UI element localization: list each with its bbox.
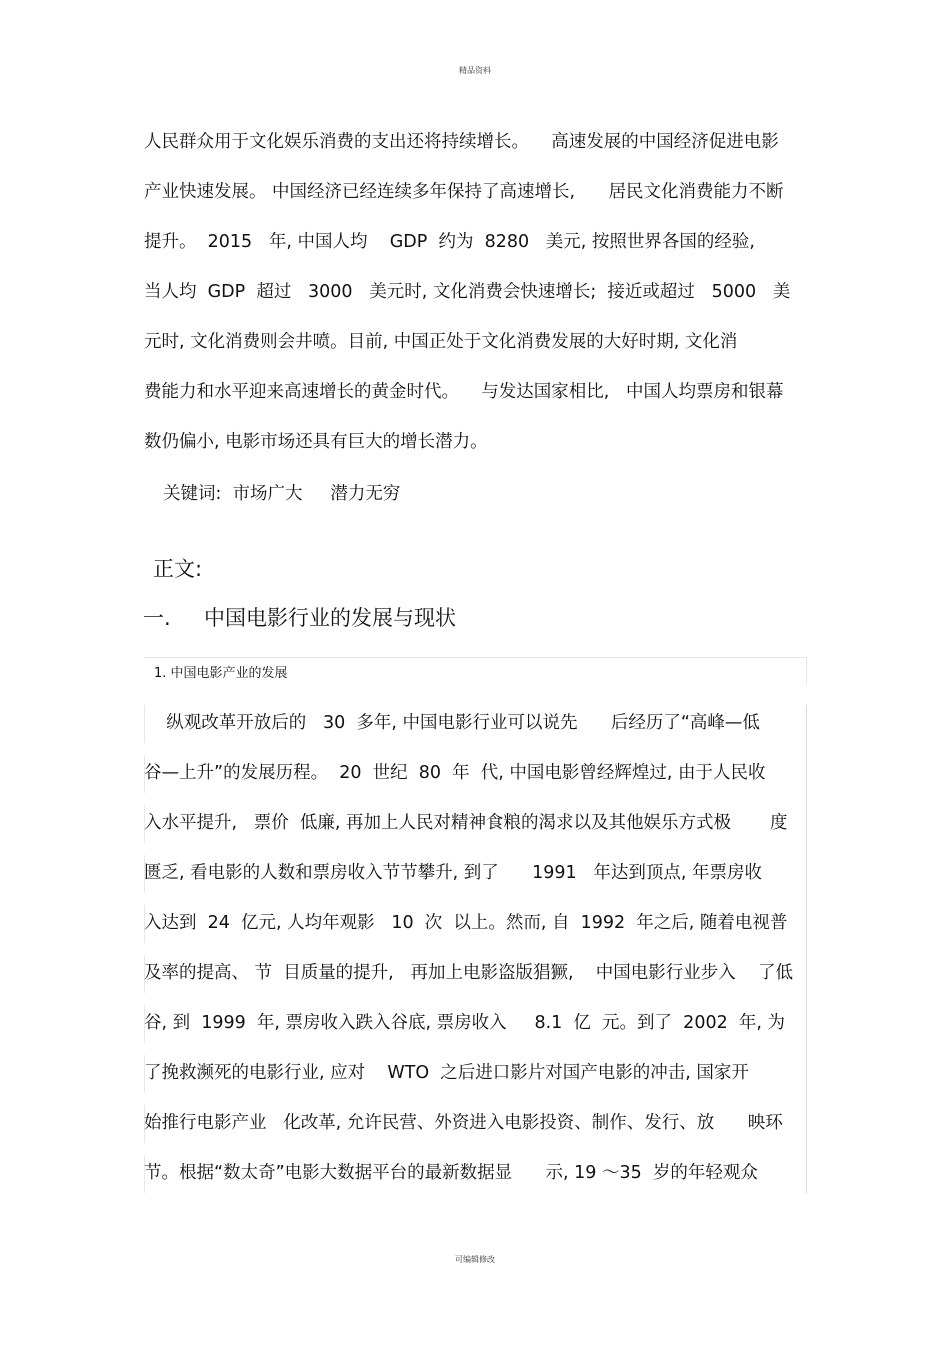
page-header: 精品资料	[459, 66, 491, 75]
body-line: 纵观改革开放后的 30 多年, 中国电影行业可以说先 后经历了“高峰—低	[144, 713, 760, 733]
body-line: 节。根据“数太奇”电影大数据平台的最新数据显 示, 19 ～35 岁的年轻观众	[144, 1163, 758, 1183]
section-title: 一. 中国电影行业的发展与现状	[143, 606, 457, 630]
body-line: 入达到 24 亿元, 人均年观影 10 次 以上。然而, 自 1992 年之后, 随着电视普	[144, 913, 788, 933]
body-line: 谷—上升”的发展历程。 20 世纪 80 年 代, 中国电影曾经辉煌过, 由于人民收	[144, 763, 766, 783]
body-line: 及率的提高、 节 目质量的提升, 再加上电影盗版猖獗, 中国电影行业步入 了低	[144, 963, 794, 983]
body-line: 了挽救濒死的电影行业, 应对 WTO 之后进口影片对国产电影的冲击, 国家开	[144, 1063, 749, 1083]
body-label: 正文:	[153, 557, 203, 581]
page-footer: 可编辑修改	[455, 1255, 495, 1264]
intro-line: 提升。 2015 年, 中国人均 GDP 约为 8280 美元, 按照世界各国的经验,	[144, 232, 755, 252]
intro-line: 费能力和水平迎来高速增长的黄金时代。 与发达国家相比, 中国人均票房和银幕	[144, 382, 784, 402]
intro-line: 人民群众用于文化娱乐消费的支出还将持续增长。 高速发展的中国经济促进电影	[144, 132, 779, 152]
body-line: 匮乏, 看电影的人数和票房收入节节攀升, 到了 1991 年达到顶点, 年票房收	[144, 863, 762, 883]
subsection-box	[144, 657, 807, 684]
intro-line: 产业快速发展。 中国经济已经连续多年保持了高速增长, 居民文化消费能力不断	[144, 182, 784, 202]
intro-line: 数仍偏小, 电影市场还具有巨大的增长潜力。	[144, 432, 488, 452]
subsection-title: 1. 中国电影产业的发展	[154, 666, 288, 681]
keywords-line: 关键词: 市场广大 潜力无穷	[163, 484, 401, 504]
intro-line: 当人均 GDP 超过 3000 美元时, 文化消费会快速增长; 接近或超过 5000 美	[144, 282, 791, 302]
body-line: 始推行电影产业 化改革, 允许民营、外资进入电影投资、制作、发行、放 映环	[144, 1113, 783, 1133]
body-line: 谷, 到 1999 年, 票房收入跌入谷底, 票房收入 8.1 亿 元。到了 2002 年, 为	[144, 1013, 785, 1033]
intro-line: 元时, 文化消费则会井喷。目前, 中国正处于文化消费发展的大好时期, 文化消	[144, 332, 738, 352]
body-line: 入水平提升, 票价 低廉, 再加上人民对精神食粮的渴求以及其他娱乐方式极 度	[144, 813, 788, 833]
